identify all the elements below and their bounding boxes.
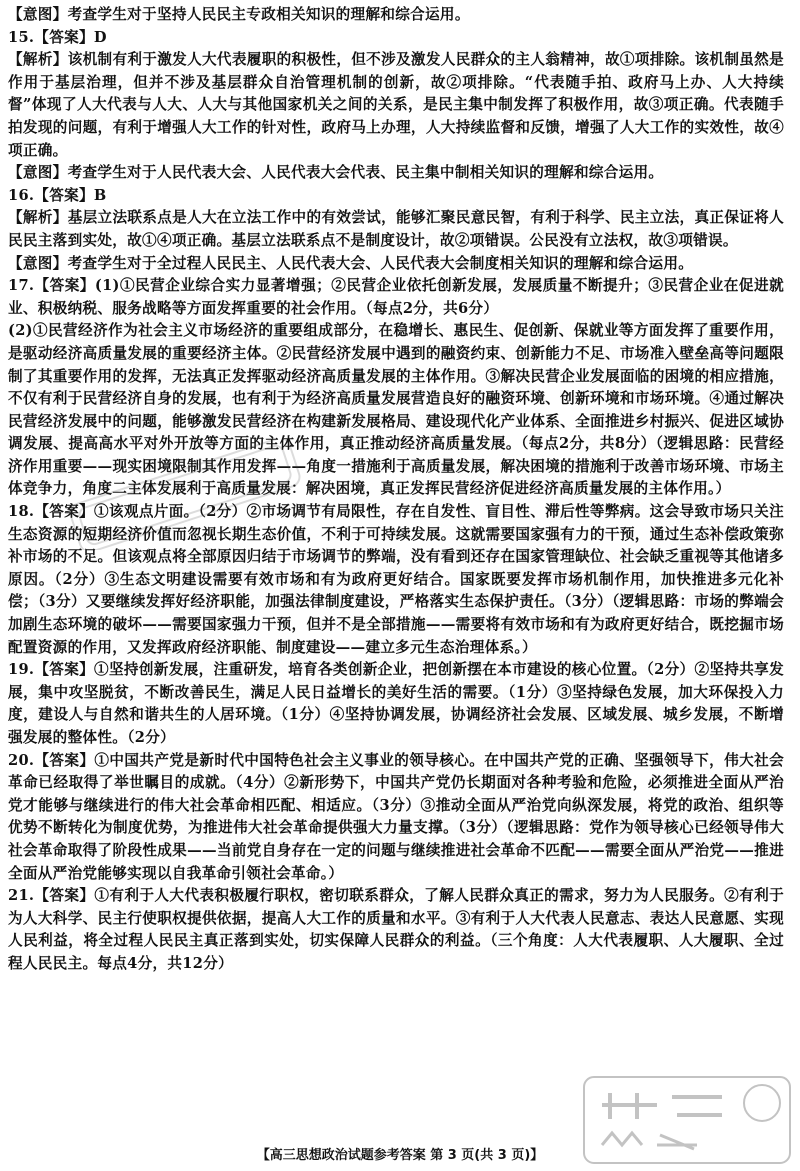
item-intent: 【意图】考查学生对于全过程人民民主、人民代表大会、人民代表大会制度相关知识的理解和综合运用。 [8,254,694,272]
item-number: 20. [8,751,35,769]
item-answer: 【答案】D [34,28,107,46]
item-answer: 【答案】(1)①民营企业综合实力显著增强；②民营企业依托创新发展，发展质量不断提升；③民营企业在促进就业、积极纳税、服务战略等方面发挥重要的社会作用。（每点2分，共6分） [8,277,784,317]
item-number: 16. [8,186,35,204]
item-answer-part-2: (2)①民营经济作为社会主义市场经济的重要组成部分，在稳增长、惠民生、促创新、保就业等方面发挥了重要作用，是驱动经济高质量发展的重要经济主体。②民营经济发展中遇到的融资约束、创新能力不足、市场准入壁垒高等问题限制了其重要作用的发挥，无法真正发挥驱动经济高质量发展的主体作用。③解决民营企业发展面临的困境的相应措施，不仅有利于民营经济自身的发展，也有利于为经济高质量发展营造良好的融资环境、创新环境和市场环境。④通过解决民营经济发展中的问题，能够激发民营经济在构建新发展格局、建设现代化产业体系、全面推进乡村振兴、促进区域协调发展、提高高水平对外开放等方面的主体作用，真正推动经济高质量发展。（每点2分，共8分）（逻辑思路：民营经济作用重要——现实困境限制其作用发挥——角度一措施利于高质量发展，解决困境的措施利于改善市场环境、市场主体竞争力，角度二主体发展利于高质量发展：解决困境，真正发挥民营经济促进经济高质量发展的主体作用。） [8,322,784,498]
item-answer: 【答案】①中国共产党是新时代中国特色社会主义事业的领导核心。在中国共产党的正确、坚强领导下，伟大社会革命已经取得了举世瞩目的成就。（4分）②新形势下，中国共产党仍长期面对各种考验和危险，必须推进全面从严治党才能够与继续进行的伟大社会革命相匹配、相适应。（3分）③推动全面从严治党向纵深发展，将党的政治、组织等优势不断转化为制度优势，为推进伟大社会革命提供强大力量支撑。（3分）（逻辑思路：党作为领导核心已经领导伟大社会革命取得了阶段性成果——当前党自身存在一定的问题与继续推进社会革命不匹配——需要全面从严治党——推进全面从严治党能够实现以自我革命引领社会革命。） [8,751,784,882]
answer-item-20 [8,750,784,886]
item-answer: 【答案】①坚持创新发展，注重研发，培育各类创新企业，把创新摆在本市建设的核心位置。（2分）②坚持共享发展，集中攻坚脱贫，不断改善民生，满足人民日益增长的美好生活的需要。（1分）③坚持绿色发展，加大环保投入力度，建设人与自然和谐共生的人居环境。（1分）④坚持协调发展，协调经济社会发展、区域发展、城乡发展，不断增强发展的整体性。（2分） [8,661,784,746]
item-answer: 【答案】①有利于人大代表积极履行职权，密切联系群众，了解人民群众真正的需求，努力为人民服务。②有利于为人大科学、民主行使职权提供依据，提高人大工作的质量和水平。③有利于人大代表人民意志、表达人民意愿、实现人民利益，将全过程人民民主真正落到实处，切实保障人民群众的利益。（三个角度：人大代表履职、人大履职、全过程人民民主。每点4分，共12分） [8,887,784,972]
item-number: 15. [8,28,35,46]
answer-item-19 [8,659,784,749]
intent-line: 【意图】考查学生对于坚持人民民主专政相关知识的理解和综合运用。 [8,6,470,23]
item-analysis: 【解析】该机制有利于激发人大代表履职的积极性，但不涉及激发人民群众的主人翁精神，故①项排除。该机制虽然是作用于基层治理，但并不涉及基层群众自治管理机制的创新，故②项排除。“代表随手拍、政府马上办、人大持续督”体现了人大代表与人大、人大与其他国家机关之间的关系，是民主集中制发挥了积极作用，故③项正确。代表随手拍发现的问题，有利于增强人大工作的针对性，政府马上办理，人大持续监督和反馈，增强了人大工作的实效性，故④项正确。 [8,51,784,159]
item-intent: 【意图】考查学生对于人民代表大会、人民代表大会代表、民主集中制相关知识的理解和综合运用。 [8,164,664,182]
item-analysis: 【解析】基层立法联系点是人大在立法工作中的有效尝试，能够汇聚民意民智，有利于科学、民主立法，真正保证将人民民主落到实处，故①④项正确。基层立法联系点不是制度设计，故②项错误。公民没有立法权，故③项错误。 [8,209,784,249]
item-number: 17. [8,277,35,295]
page-footer: 【高三思想政治试题参考答案 第 3 页(共 3 页)】 [256,1148,544,1163]
diagonal-stamp-watermark [60,440,310,550]
answer-item-16 [8,185,784,275]
item-number: 18. [8,503,35,521]
item-answer: 【答案】B [34,186,107,204]
item-answer: 【答案】①该观点片面。（2分）②市场调节有局限性，存在自发性、盲目性、滞后性等弊病。这会导致市场只关注生态资源的短期经济价值而忽视长期生态价值，不利于可持续发展。这就需要国家强有力的干预，通过生态补偿政策弥补市场的不足。但该观点将全部原因归结于市场调节的弊端，没有看到还存在国家管理缺位、社会缺乏重视等其他诸多原因。（2分）③生态文明建设需要有效市场和有为政府更好结合。国家既要发挥市场机制作用，加快推进多元化补偿；（3分）又要继续发挥好经济职能，加强法律制度建设，严格落实生态保护责任。（3分）（逻辑思路：市场的弊端会加剧生态环境的破坏——需要国家强力干预，但并不是全部措施——需要将有效市场和有为政府更好结合，既挖掘市场配置资源的作用，又发挥政府经济职能、制度建设——建立多元生态治理体系。） [8,503,784,656]
answer-item-21 [8,885,784,975]
answer-item-15 [8,27,784,185]
item-number: 21. [8,887,35,905]
item-number: 19. [8,661,35,679]
